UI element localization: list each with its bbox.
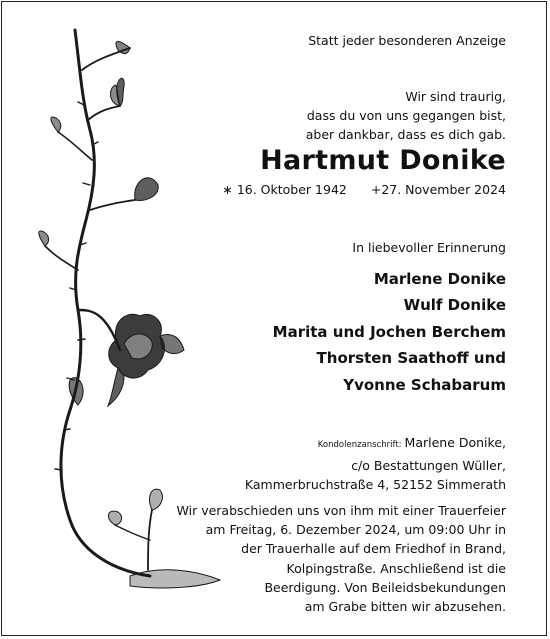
notice-line: Wir verabschieden uns von ihm mit einer Trauerfeier [176,503,506,518]
poem-block [306,87,506,144]
mourner-name: Yvonne Schabarum [343,375,506,394]
condolence-name: Marlene Donike, [404,435,506,450]
life-dates [222,182,506,197]
birth-date: ∗ 16. Oktober 1942 [222,182,347,197]
memory-line: In liebevoller Erinnerung [352,240,506,255]
condolence-line: Kammerbruchstraße 4, 52152 Simmerath [244,477,506,492]
poem-line: dass du von uns gegangen bist, [306,108,506,123]
death-date: +27. November 2024 [370,182,506,197]
notice-line: Beerdigung. Von Beileidsbekundungen [264,579,506,595]
condolence-line: c/o Bestattungen Wüller, [351,457,506,473]
mourner-name: Wulf Donike [403,296,506,315]
poem-line: aber dankbar, dass es dich gab. [305,127,506,142]
condolence-label: Kondolenzanschrift: [317,440,402,450]
mourner-name: Marita und Jochen Berchem [272,322,506,341]
notice-line: der Trauerhalle auf dem Friedhof in Brand, [241,541,506,557]
deceased-name: Hartmut Donike [260,145,506,176]
notice-line: am Grabe bitten wir abzusehen. [304,599,506,615]
mourners-list [273,266,506,398]
mourner-name: Marlene Donike [373,270,506,288]
condolence-address [245,433,506,495]
funeral-notice [177,501,506,616]
poem-line: Wir sind traurig, [405,89,506,104]
intro-line: Statt jeder besonderen Anzeige [308,33,506,48]
mourner-name: Thorsten Saathoff und [316,349,506,368]
notice-line: Kolpingstraße. Anschließend ist die [286,560,506,576]
notice-line: am Freitag, 6. Dezember 2024, um 09:00 Uhr in [205,522,506,538]
